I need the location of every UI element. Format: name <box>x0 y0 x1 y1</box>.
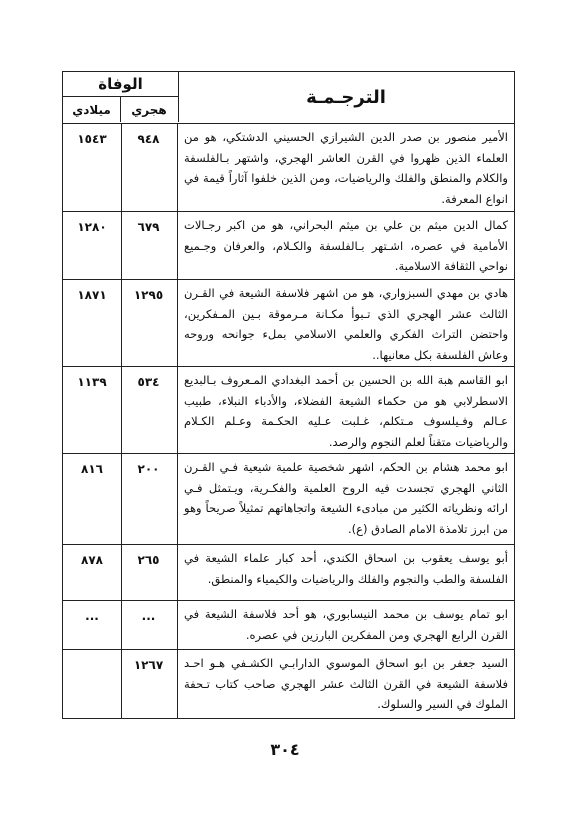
row-gregorian: ٨٧٨ <box>63 545 122 600</box>
row-hijri: ٩٤٨ <box>120 124 178 211</box>
table-row <box>63 545 514 601</box>
table-row <box>63 650 514 718</box>
row-hijri: ٦٧٩ <box>120 212 178 279</box>
row-hijri: ١٢٩٥ <box>120 280 178 366</box>
row-hijri: ٢٠٠ <box>120 454 178 544</box>
table-row <box>63 454 514 545</box>
row-gregorian: ١٢٨٠ <box>63 212 122 279</box>
row-translation: السيد جعفر بن ابو اسحاق الموسوي الدارابـي الكشـفي هـو احـد فلاسفة الشيعة في القرن الثالث عشر الهجري صاحب كتاب تـحفة الملوك في السير والسلوك. <box>184 656 508 711</box>
hijri-header: هجري <box>131 102 167 117</box>
table-row <box>63 601 514 650</box>
death-header-group <box>63 72 179 122</box>
row-hijri: ١٢٦٧ <box>120 650 178 718</box>
row-translation: ابو القاسم هبة الله بن الحسين بن أحمد البغدادي المـعروف بـالبديع الاسطرلابي هو من حكماء الشيعة الفضلاء، والأدباء النبلاء، طبيب عـالم وفـيلسوف مـتكلم، غـلبت عـليه الحكـمة وعـلم الكـلام والرياضيات متقناً لعلم النجوم والرصد. <box>184 373 508 449</box>
table-row <box>63 367 514 454</box>
table-row <box>63 280 514 367</box>
gregorian-header: ميلادي <box>63 97 121 122</box>
row-gregorian: ١١٣٩ <box>63 367 122 453</box>
translation-header: الترجـمـة <box>306 86 386 108</box>
page-number: ٣٠٤ <box>270 740 300 759</box>
row-translation: ابو تمام يوسف بن محمد النيسابوري، هو أحد فلاسفة الشيعة في القرن الرابع الهجري ومن المفكرين البارزين في عصره. <box>184 607 508 642</box>
row-gregorian: ... <box>63 601 122 649</box>
row-translation: الأمير منصور بن صدر الدين الشيرازي الحسيني الدشتكي، هو من العلماء الذين ظهروا في القرن العاشر الهجري، واشتهر بـالفلسفة والكلام والمنطق والفلك والرياضيات، ومن الذين خلفوا آثاراً قيمة في انواع المعرفة. <box>184 130 508 206</box>
row-translation: أبو يوسف يعقوب بن اسحاق الكندي، أحد كبار علماء الشيعة في الفلسفة والطب والنجوم والفلك والرياضيات والكيمياء والمنطق. <box>184 551 508 586</box>
row-hijri: ٢٦٥ <box>120 545 178 600</box>
biography-table <box>62 71 515 719</box>
row-translation: هادي بن مهدي السبزواري، هو من اشهر فلاسفة الشيعة في القـرن الثالث عشر الهجري الذي تـبوأ مكـانة مـرموقة بـين المـفكرين، واحتضن التراث الفكري والعلمي الاسلامي بملء جوانحه وروحه وعاش الفلسفة بكل معانيها.. <box>184 286 508 362</box>
row-hijri: ٥٣٤ <box>120 367 178 453</box>
row-gregorian: ١٥٤٣ <box>63 124 122 211</box>
row-gregorian: ٨١٦ <box>63 454 122 544</box>
row-gregorian: ١٨٧١ <box>63 280 122 366</box>
row-translation: ابو محمد هشام بن الحكم، اشهر شخصية علمية شيعية فـي القـرن الثاني الهجري تجسدت فيه الروح العلمية والفكـرية، ويـتمثل فـي ارائه ونظرياته الكثير من مبادىء الشيعة واتجاهاتهم تمثيلاً صريحاً وهو من ابرز تلامذة الامام الصادق (ع). <box>184 460 508 536</box>
row-translation: كمال الدين ميثم بن علي بن ميثم البحراني، هو من اكبر رجـالات الأمامية في عصره، اشـتهر بـالفلسفة والكـلام، والعرفان وجـميع نواحي الثقافة الاسلامية. <box>184 218 508 273</box>
row-hijri: ... <box>120 601 178 649</box>
table-header <box>63 72 514 124</box>
row-gregorian <box>63 650 122 718</box>
table-row <box>63 124 514 212</box>
death-header: الوفاة <box>63 72 178 97</box>
table-row <box>63 212 514 280</box>
